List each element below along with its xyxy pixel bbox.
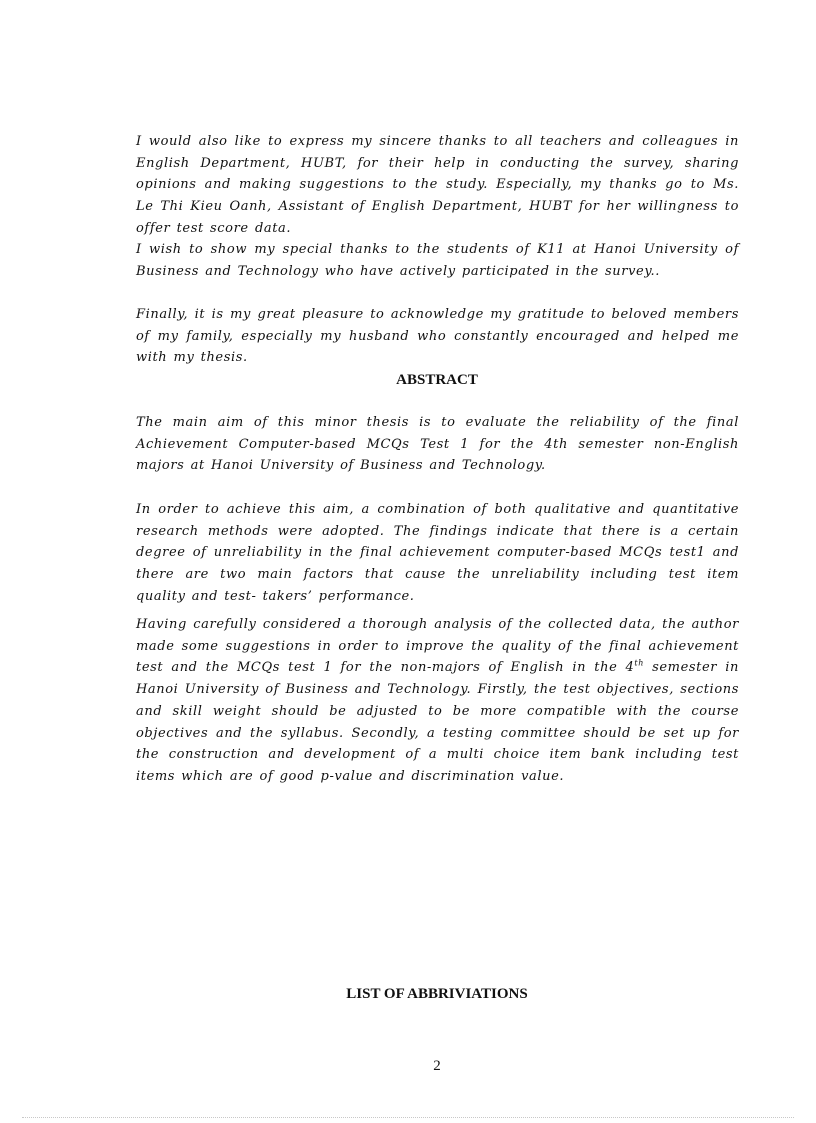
acknowledgement-paragraph-students: I wish to show my special thanks to the students of K11 at Hanoi University of Business and Technology who have actively participated in the survey.. xyxy=(136,242,739,279)
acknowledgement-paragraph-family: Finally, it is my great pleasure to acknowledge my gratitude to beloved members of my family, especially my husband who constantly encouraged and helped me with my thesis. xyxy=(136,307,739,366)
abstract-paragraph-suggestions-part-2: semester in Hanoi University of Business and Technology. Firstly, the test objectives, sections and skill weight should be adjusted to be more compatible with the course objectives and the syllabus. Secondly, a testing committee should be set up for the construction and development of a multi choice item bank including test items which are of good p-value and discrimination value. xyxy=(136,660,739,784)
abstract-paragraph-aim: The main aim of this minor thesis is to evaluate the reliability of the final Achievement Computer-based MCQs Test 1 for the 4th semester non-English majors at Hanoi University of Business and Technology. xyxy=(136,415,739,474)
abstract-paragraph-methods: In order to achieve this aim, a combination of both qualitative and quantitative research methods were adopted. The findings indicate that there is a certain degree of unreliability in the final achievement computer-based MCQs test1 and there are two main factors that cause the unreliability including test item quality and test- takers’ performance. xyxy=(136,502,739,604)
page-number: 2 xyxy=(433,1058,441,1074)
ordinal-superscript: th xyxy=(634,659,644,669)
acknowledgement-paragraph-teachers: I would also like to express my sincere thanks to all teachers and colleagues in English Department, HUBT, for their help in conducting the survey, sharing opinions and making suggestions to the study. Especially, my thanks go to Ms. Le Thi Kieu Oanh, Assistant of English Department, HUBT for her willingness to offer test score data. xyxy=(136,134,739,236)
page-bottom-edge xyxy=(22,1117,794,1118)
abstract-heading: ABSTRACT xyxy=(396,372,478,388)
abstract-paragraph-suggestions-part-1: Having carefully considered a thorough analysis of the collected data, the author made some suggestions in order to improve the quality of the final achievement test and the MCQs test 1 for the non-majors of English in the 4 xyxy=(136,617,739,676)
abbreviations-heading: LIST OF ABBRIVIATIONS xyxy=(346,986,528,1002)
abstract-paragraph-suggestions xyxy=(136,614,739,788)
